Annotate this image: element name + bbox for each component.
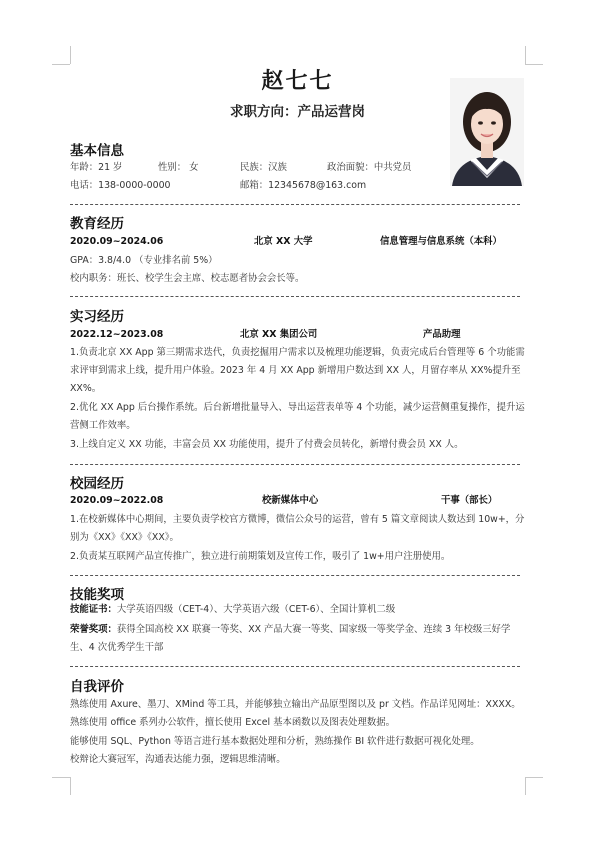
section-title-self: 自我评价 — [70, 679, 124, 695]
skills-certificates — [70, 601, 525, 619]
crop-mark-top-right-v — [525, 46, 526, 64]
self-line-4: 校辩论大赛冠军，沟通表达能力强，逻辑思维清晰。 — [70, 754, 286, 765]
campus-item-2: 2.负责某互联网产品宣传推广，独立进行前期策划及宣传工作，吸引了 1w+用户注册使用。 — [70, 551, 451, 562]
section-divider — [70, 666, 520, 667]
campus-item-1: 1.在校新媒体中心期间，主要负责学校官方微博，微信公众号的运营，曾有 5 篇文章阅读人数达到 10w+，分别为《XX》《XX》《XX》。 — [70, 514, 525, 544]
basic-phone: 电话：138-0000-0000 — [70, 180, 171, 191]
campus-date: 2020.09~2022.08 — [70, 495, 164, 506]
profile-photo — [450, 78, 524, 186]
self-line-3: 能够使用 SQL、Python 等语言进行基本数据处理和分析，熟练操作 BI 软件进行数据可视化处理。 — [70, 736, 480, 747]
profile-photo-illustration — [450, 78, 524, 186]
section-divider — [70, 204, 520, 205]
basic-age: 年龄：21 岁 — [70, 162, 123, 173]
internship-item-2: 2.优化 XX App 后台操作系统。后台新增批量导入、导出运营表单等 4 个功能，减少运营侧重复操作，提升运营侧工作效率。 — [70, 402, 525, 432]
internship-role: 产品助理 — [423, 329, 461, 340]
campus-role: 干事（部长） — [441, 495, 498, 506]
internship-date: 2022.12~2023.08 — [70, 329, 164, 340]
crop-mark-bottom-right-v — [525, 777, 526, 795]
section-title-campus: 校园经历 — [70, 476, 124, 492]
skills-certificates-label: 技能证书： — [70, 604, 117, 615]
basic-email: 邮箱：12345678@163.com — [240, 180, 367, 191]
education-date: 2020.09~2024.06 — [70, 236, 164, 247]
section-title-skills: 技能奖项 — [70, 587, 124, 603]
job-objective: 求职方向：产品运营岗 — [230, 104, 365, 120]
skills-honors — [70, 621, 525, 657]
basic-ethnicity: 民族：汉族 — [240, 162, 287, 173]
section-title-internship: 实习经历 — [70, 309, 124, 325]
basic-gender: 性别： 女 — [158, 162, 199, 173]
skills-honors-text: 获得全国高校 XX 联赛一等奖、XX 产品大赛一等奖、国家级一等奖学金、连续 3 年校级三好学生、4 次优秀学生干部 — [70, 624, 511, 654]
self-line-1: 熟练使用 Axure、墨刀、XMind 等工具，并能够独立输出产品原型图以及 pr 文档。作品详见网址：XXXX。 — [70, 699, 521, 710]
crop-mark-bottom-left-v — [70, 777, 71, 795]
candidate-name: 赵七七 — [261, 69, 334, 94]
education-duties: 校内职务：班长、校学生会主席、校志愿者协会会长等。 — [70, 273, 305, 284]
section-divider — [70, 296, 520, 297]
education-gpa: GPA：3.8/4.0 （专业排名前 5%） — [70, 255, 218, 266]
skills-honors-label: 荣誉奖项： — [70, 624, 117, 635]
education-school: 北京 XX 大学 — [254, 236, 313, 247]
education-major: 信息管理与信息系统（本科） — [380, 236, 502, 247]
crop-mark-bottom-right-h — [525, 777, 543, 778]
crop-mark-top-left-v — [70, 46, 71, 64]
section-title-basic: 基本信息 — [70, 143, 124, 159]
section-divider — [70, 464, 520, 465]
internship-item-1: 1.负责北京 XX App 第三期需求迭代，负责挖掘用户需求以及梳理功能逻辑，负责完成后台管理等 6 个功能需求评审到需求上线，提升用户体验。2023 年 4 月 XX App 新增用户数达到 XX 人，月留存率从 XX%提升至 XX%。 — [70, 347, 525, 395]
internship-company: 北京 XX 集团公司 — [240, 329, 318, 340]
campus-org: 校新媒体中心 — [262, 495, 319, 506]
self-line-2: 熟练使用 office 系列办公软件，擅长使用 Excel 基本函数以及图表处理数据。 — [70, 717, 395, 728]
basic-politics: 政治面貌：中共党员 — [327, 162, 412, 173]
section-title-education: 教育经历 — [70, 216, 124, 232]
internship-item-3: 3.上线自定义 XX 功能，丰富会员 XX 功能使用，提升了付费会员转化，新增付费会员 XX 人。 — [70, 439, 464, 450]
skills-certificates-text: 大学英语四级（CET-4）、大学英语六级（CET-6）、全国计算机二级 — [116, 604, 396, 615]
section-divider — [70, 575, 520, 576]
crop-mark-bottom-left-h — [52, 777, 70, 778]
